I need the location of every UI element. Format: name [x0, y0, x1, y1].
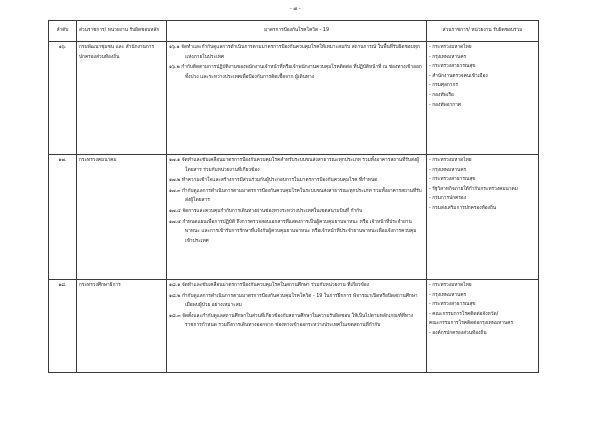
- support-agency: - สำนักงานตรวจคนเข้าเมือง: [429, 73, 488, 79]
- measure-item: ๑๗.๒ ทำความเข้าใจและสร้างการมีส่วนร่วมกับผู้ประกอบการในมาตรการป้องกันควบคุมโรค ที่กำหนด: [169, 178, 378, 184]
- support-agencies-cell: [427, 280, 539, 373]
- support-agency: - กระทรวงมหาดไทย: [429, 45, 472, 50]
- header-no: ลำดับ: [49, 21, 77, 42]
- lead-agency: กระทรวงศึกษาธิการ: [77, 280, 167, 373]
- measure-item: ๑๗.๓ กำกับดูแลการดำเนินการตามมาตรการป้องกันควบคุมโรคในระบบขนส่งสาธารณะทุกประเภท รวมทั้งอาคารสถานที่รับส่งผู้โดยสาร: [169, 188, 422, 204]
- support-agency: - กองทัพเรือ: [429, 92, 454, 98]
- measure-item: ๑๘.๑ จัดทำและขับเคลื่อนมาตรการป้องกันควบคุมโรคในสถานศึกษา ร่วมกับหน่วยงาน ที่เกี่ยวข้อง: [169, 283, 369, 288]
- table-header-row: [49, 21, 539, 42]
- support-agency: - กระทรวงสาธารณสุข: [429, 302, 476, 308]
- page-number: - ๗ -: [290, 6, 301, 12]
- support-agency: - กรุงเทพมหานคร: [429, 167, 467, 173]
- measure-item: ๑๗.๔ จัดการและควบคุมกำกับการเดินทางผ่านช่องทางระหว่างประเทศในเขตสนามบินที่ กำกับ: [169, 208, 363, 214]
- support-agency: - กรมศุลกากร: [429, 83, 458, 89]
- support-agency: - กรุงเทพมหานคร: [429, 292, 467, 298]
- measure-item: ๑๖.๒ กำกับติดตามการปฏิบัติงานของพนักงานเจ้าหน้าที่หรือเจ้าพนักงานควบคุมโรคติดต่อ ที่ปฏิบัติหน้าที่ ณ ช่องทางเข้าออกทั้งปวง และระหว่างประเทศเพื่อป้องกันการติดเชื้อจาก ผู้เดินทาง: [169, 65, 422, 80]
- measure-item: ๑๗.๕ กำหนดแผนเพื่อการปฏิบัติ ถึงการตรวจสอบเอกสารที่แสดงการเป็นผู้ควบคุมยานพาหนะ หรือ เจ้าหน้าที่ประจำยานพาหนะ และการเข้ารับการรักษาที่แจ้งกับผู้ควบคุมยานพาหนะ หรือเจ้าหน้าที่ประจำยานพาหนะเพื่อแจ้งการควบคุมเข้าประเทศ: [169, 219, 417, 244]
- measure-item: ๑๘.๓ จัดตั้งและกำกับดูแลสถานศึกษาในส่วนที่เกี่ยวข้องกับสถานศึกษาในความรับผิดชอบ ให้เป็นไปตามหลักเกณฑ์ที่ทางราชการกำหนด รวมถึงการเดินทางออกจาก ช่องทางเข้าออกระหว่างประเทศในเขตสถานที่กำกับ: [169, 313, 414, 329]
- support-agencies-cell: [427, 42, 539, 155]
- table-row: [49, 155, 539, 280]
- measures-cell: [167, 155, 427, 280]
- support-agency: - กรมการปกครอง: [429, 196, 467, 202]
- support-agency: - กระทรวงมหาดไทย: [429, 158, 472, 163]
- header-agency: ส่วนราชการ/ หน่วยงาน รับผิดชอบหลัก: [77, 21, 167, 42]
- table-row: [49, 280, 539, 373]
- measures-table: [48, 20, 539, 373]
- row-number: ๑๖.: [49, 42, 77, 155]
- support-agencies-cell: [427, 155, 539, 280]
- measure-item: ๑๗.๑ จัดทำและขับเคลื่อนมาตรการป้องกันควบคุมโรคสำหรับระบบขนส่งสาธารณะทุกประเภท รวมทั้งอาคารสถานที่รับส่งผู้โดยสาร ร่วมกับหน่วยงานที่เกี่ยวข้อง: [169, 158, 419, 173]
- support-agency: - รัฐวิสาหกิจภายใต้กำกับกระทรวงคมนาคม: [429, 186, 518, 192]
- support-agency: - คณะกรรมการโรคติดต่อจังหวัด/: [429, 311, 499, 317]
- support-agency: - กรมส่งเสริมการปกครองท้องถิ่น: [429, 205, 497, 211]
- support-agency: - กระทรวงสาธารณสุข: [429, 177, 476, 183]
- measures-cell: [167, 280, 427, 373]
- row-number: ๑๘.: [49, 280, 77, 373]
- support-agency: คณะกรรมการโรคติดต่อกรุงเทพมหานคร: [429, 321, 514, 327]
- support-agency: - กรุงเทพมหานคร: [429, 54, 467, 60]
- lead-agency: กระทรวงคมนาคม: [77, 155, 167, 280]
- lead-agency: กรมพัฒนาชุมชน และ สำนักงานการปกครองส่วนท้องถิ่น: [77, 42, 167, 155]
- table-row: [49, 42, 539, 155]
- measures-cell: [167, 42, 427, 155]
- header-measures: มาตรการป้องกันโรคโควิด - 19: [167, 21, 427, 42]
- row-number: ๑๗.: [49, 155, 77, 280]
- support-agency: - กระทรวงสาธารณสุข: [429, 64, 476, 70]
- support-agency: - องค์กรปกครองส่วนท้องถิ่น: [429, 330, 487, 336]
- support-agency: - กระทรวงมหาดไทย: [429, 283, 472, 288]
- support-agency: - กองทัพอากาศ: [429, 102, 461, 108]
- measure-item: ๑๘.๒ กำกับดูแลการดำเนินการตามมาตรการป้องกันควบคุมโรคโควิด - 19 ในการฝึกการ พิจารณาเปิดหรือปิดสถานศึกษาเมื่อพบผู้ป่วย อย่างเหมาะสม: [169, 293, 418, 309]
- measure-item: ๑๖.๑ จัดทำและกำกับดูแลการดำเนินการตามมาตรการป้องกันควบคุมโรคให้เหมาะสมกับ สถานการณ์ ในพื้นที่รับผิดชอบทุกแห่งภายในประเทศ: [169, 45, 420, 60]
- header-support: ส่วนราชการ/ หน่วยงาน รับผิดชอบร่วม: [427, 21, 539, 42]
